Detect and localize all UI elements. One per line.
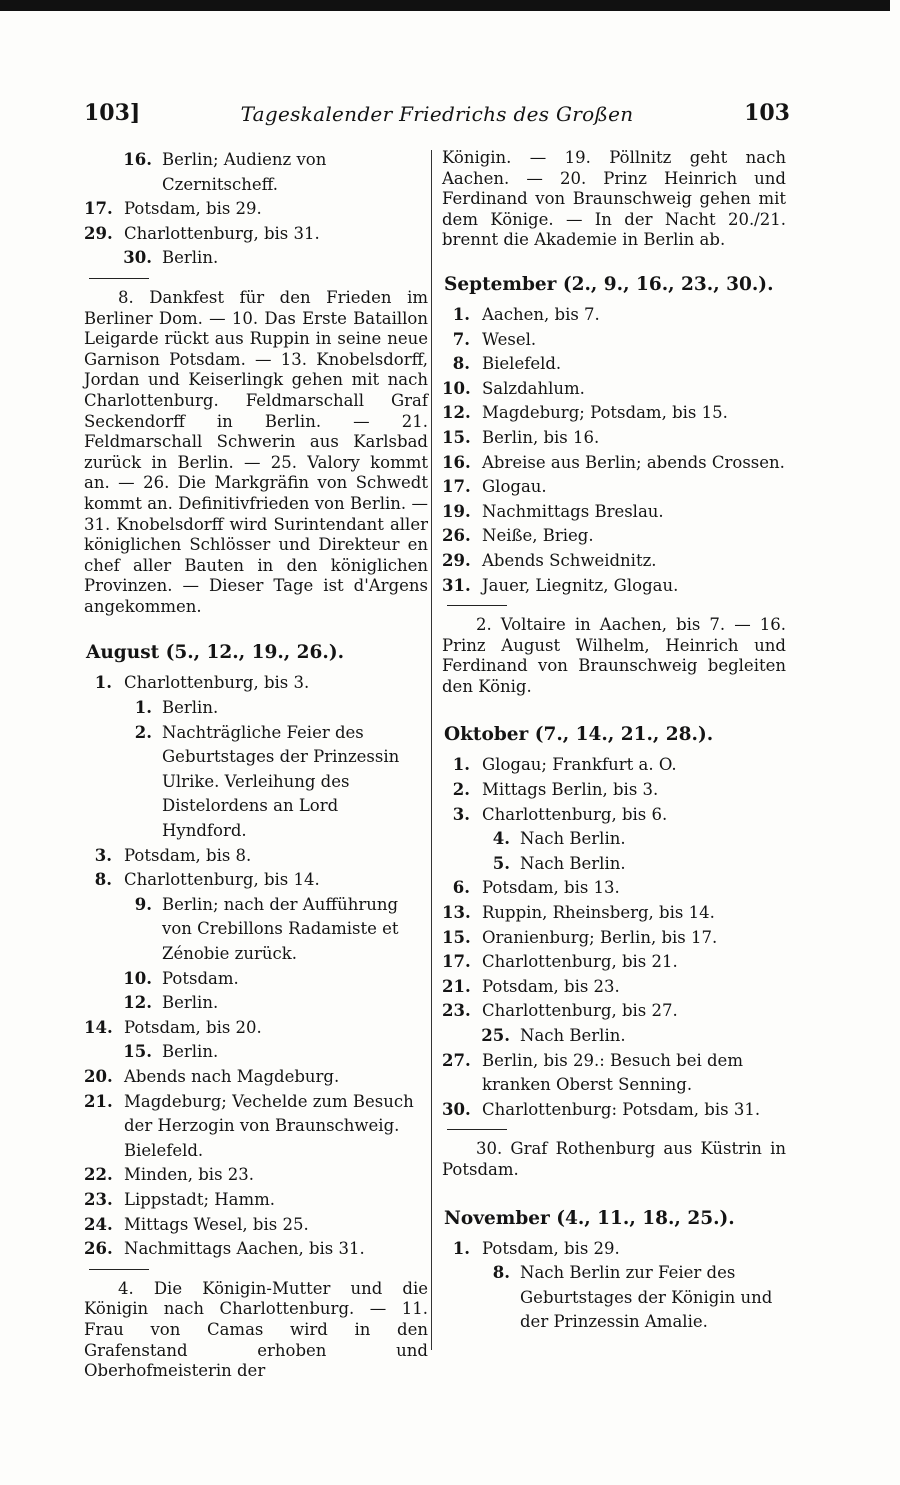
entry-day: 5. [492, 853, 510, 873]
calendar-entry [442, 352, 786, 377]
entry-text: Charlottenburg, bis 27. [482, 1001, 678, 1021]
left-column [84, 148, 428, 1382]
entry-text: Mittags Berlin, bis 3. [482, 780, 659, 800]
entry-text: Glogau. [482, 477, 547, 497]
column-divider [431, 150, 432, 1350]
right-column [442, 148, 786, 1335]
entry-text: Lippstadt; Hamm. [124, 1189, 276, 1209]
calendar-entry [442, 426, 786, 451]
entry-day: 15. [442, 427, 471, 447]
entry-day: 3. [452, 804, 470, 824]
calendar-entry [442, 975, 786, 1000]
calendar-entry [84, 1016, 428, 1041]
running-title: Tageskalender Friedrichs des Großen [240, 102, 634, 126]
entry-day: 1. [452, 755, 470, 775]
entry-text: Berlin; Audienz von Czernitscheff. [162, 150, 327, 194]
entry-text: Minden, bis 23. [124, 1165, 255, 1185]
entry-text: Berlin. [162, 1042, 219, 1062]
month-heading-october: Oktober (7., 14., 21., 28.). [444, 724, 714, 746]
calendar-entry [84, 1213, 428, 1238]
calendar-entry [84, 1188, 428, 1213]
entry-day: 19. [442, 501, 471, 521]
calendar-entry [84, 1163, 428, 1188]
entry-day: 1. [452, 304, 470, 324]
entry-day: 26. [442, 526, 471, 546]
entry-day: 17. [442, 477, 471, 497]
september-entries [442, 303, 786, 598]
calendar-entry [442, 328, 786, 353]
entry-day: 15. [442, 927, 471, 947]
entry-day: 16. [123, 150, 152, 169]
calendar-entry [442, 778, 786, 803]
entry-day: 1. [452, 1238, 470, 1258]
august-note-continued: Königin. — 19. Pöllnitz geht nach Aachen. — 20. Prinz Heinrich und Ferdinand von Braunschweig gehen mit dem Könige. — In der Nacht 20./21. brennt die Akademie in Berlin ab. [442, 148, 786, 250]
calendar-entry [442, 549, 786, 574]
october-note: 30. Graf Rothenburg aus Küstrin in Potsdam. [442, 1139, 786, 1179]
entry-text: Ruppin, Rheinsberg, bis 14. [482, 903, 715, 923]
calendar-entry [442, 1024, 786, 1049]
calendar-entry [84, 1065, 428, 1090]
entry-day: 16. [442, 452, 471, 472]
entry-text: Potsdam, bis 13. [482, 878, 620, 898]
entry-text: Nach Berlin. [520, 829, 626, 849]
entry-text: Charlottenburg, bis 31. [124, 223, 320, 243]
calendar-entry [442, 926, 786, 951]
entry-text: Nachträgliche Feier des Geburtstages der Prinzessin Ulrike. Verleihung des Distelordens an Lord Hyndford. [162, 722, 400, 841]
entry-day: 14. [84, 1017, 113, 1037]
july-entries [84, 148, 428, 271]
top-edge-bar [0, 0, 890, 11]
calendar-entry [84, 893, 428, 967]
entry-text: Charlottenburg: Potsdam, bis 31. [482, 1099, 761, 1119]
entry-day: 2. [452, 780, 470, 800]
calendar-entry [442, 451, 786, 476]
calendar-entry [84, 844, 428, 869]
calendar-entry [84, 696, 428, 721]
calendar-entry [84, 1040, 428, 1065]
entry-day: 29. [442, 550, 471, 570]
entry-text: Nachmittags Aachen, bis 31. [124, 1239, 365, 1259]
entry-text: Nach Berlin. [520, 853, 626, 873]
section-rule [89, 1269, 149, 1270]
entry-day: 23. [442, 1001, 471, 1021]
entry-day: 1. [134, 698, 152, 718]
calendar-entry [442, 500, 786, 525]
calendar-entry [84, 246, 428, 271]
entry-text: Berlin. [162, 248, 219, 268]
entry-day: 17. [442, 952, 471, 972]
entry-text: Potsdam, bis 8. [124, 845, 252, 865]
calendar-entry [84, 197, 428, 222]
calendar-entry [442, 574, 786, 599]
calendar-entry [442, 901, 786, 926]
entry-day: 12. [442, 403, 471, 423]
calendar-entry [442, 852, 786, 877]
calendar-entry [84, 671, 428, 696]
entry-day: 3. [94, 845, 112, 865]
calendar-entry [84, 222, 428, 247]
entry-text: Berlin; nach der Aufführung von Crebillons Radamiste et Zénobie zurück. [162, 894, 399, 963]
entry-text: Magdeburg; Potsdam, bis 15. [482, 403, 728, 423]
entry-day: 27. [442, 1050, 471, 1070]
calendar-entry [442, 1098, 786, 1123]
calendar-entry [442, 1261, 786, 1335]
calendar-entry [442, 827, 786, 852]
entry-text: Abends Schweidnitz. [482, 550, 657, 570]
entry-day: 20. [84, 1066, 113, 1086]
entry-text: Oranienburg; Berlin, bis 17. [482, 927, 718, 947]
entry-day: 25. [481, 1026, 510, 1045]
entry-day: 24. [84, 1214, 113, 1234]
entry-day: 21. [84, 1091, 113, 1111]
entry-text: Berlin. [162, 993, 219, 1013]
entry-text: Charlottenburg, bis 3. [124, 673, 310, 693]
july-note: 8. Dankfest für den Frieden im Berliner Dom. — 10. Das Erste Bataillon Leigarde rückt aus Ruppin in seine neue Garnison Potsdam. — 13. Knobelsdorff, Jordan und Keiserlingk gehen mit nach Charlottenburg. Feldmarschall Graf Seckendorff in Berlin. — 21. Feldmarschall Schwerin aus Karlsbad zurück in Berlin. — 25. Valory kommt an. — 26. Die Markgräfin von Schwedt kommt an. Definitivfrieden von Berlin. — 31. Knobelsdorff wird Surintendant aller königlichen Schlösser und Direkteur en chef aller Bauten in den königlichen Provinzen. — Dieser Tage ist d'Argens angekommen. [84, 287, 428, 616]
entry-text: Mittags Wesel, bis 25. [124, 1214, 309, 1234]
entry-text: Charlottenburg, bis 14. [124, 870, 320, 890]
calendar-entry [442, 753, 786, 778]
entry-text: Abreise aus Berlin; abends Crossen. [482, 452, 785, 472]
october-entries [442, 753, 786, 1122]
month-heading-august: August (5., 12., 19., 26.). [86, 642, 345, 664]
entry-day: 22. [84, 1165, 113, 1185]
august-entries [84, 671, 428, 1261]
november-entries [442, 1237, 786, 1335]
entry-day: 10. [442, 378, 471, 398]
entry-text: Potsdam, bis 20. [124, 1017, 262, 1037]
entry-text: Magdeburg; Vechelde zum Besuch der Herzogin von Braunschweig. Bielefeld. [124, 1091, 414, 1160]
entry-day: 4. [492, 829, 510, 849]
entry-day: 8. [492, 1263, 510, 1283]
calendar-entry [84, 1090, 428, 1164]
entry-text: Berlin, bis 16. [482, 427, 600, 447]
entry-text: Abends nach Magdeburg. [124, 1066, 340, 1086]
entry-day: 17. [84, 199, 113, 219]
calendar-entry [442, 1049, 786, 1098]
entry-text: Potsdam, bis 29. [482, 1238, 620, 1258]
entry-day: 8. [94, 870, 112, 890]
entry-text: Nach Berlin. [520, 1026, 626, 1045]
calendar-entry [84, 148, 428, 197]
entry-day: 6. [452, 878, 470, 898]
entry-day: 12. [123, 993, 152, 1013]
calendar-entry [84, 1237, 428, 1262]
entry-day: 13. [442, 903, 471, 923]
entry-day: 23. [84, 1189, 113, 1209]
calendar-entry [442, 303, 786, 328]
entry-text: Berlin, bis 29.: Besuch bei dem kranken Oberst Senning. [482, 1050, 743, 1095]
entry-day: 2. [134, 722, 152, 742]
entry-text: Bielefeld. [482, 354, 562, 374]
calendar-entry [442, 1237, 786, 1262]
entry-day: 10. [123, 968, 152, 988]
august-note: 4. Die Königin-Mutter und die Königin nach Charlottenburg. — 11. Frau von Camas wird in den Grafenstand erhoben und Oberhofmeisterin der [84, 1278, 428, 1381]
month-heading-september: September (2., 9., 16., 23., 30.). [444, 273, 774, 295]
page-number-right: 103 [744, 100, 790, 126]
entry-text: Berlin. [162, 698, 219, 718]
entry-text: Aachen, bis 7. [482, 304, 600, 324]
entry-text: Jauer, Liegnitz, Glogau. [482, 575, 679, 595]
september-note: 2. Voltaire in Aachen, bis 7. — 16. Prinz August Wilhelm, Heinrich und Ferdinand von Braunschweig begleiten den König. [442, 615, 786, 696]
month-heading-november: November (4., 11., 18., 25.). [444, 1207, 735, 1229]
calendar-entry [442, 950, 786, 975]
calendar-entry [442, 524, 786, 549]
calendar-entry [442, 803, 786, 828]
calendar-entry [442, 999, 786, 1024]
entry-text: Charlottenburg, bis 21. [482, 952, 678, 972]
calendar-entry [442, 475, 786, 500]
entry-day: 7. [452, 329, 470, 349]
entry-day: 31. [442, 575, 471, 595]
calendar-entry [84, 868, 428, 893]
page-number-left: 103] [84, 100, 141, 126]
calendar-entry [84, 721, 428, 844]
running-header [84, 100, 790, 132]
entry-text: Potsdam, bis 23. [482, 976, 620, 996]
entry-day: 30. [123, 248, 152, 268]
calendar-entry [442, 876, 786, 901]
entry-text: Nachmittags Breslau. [482, 501, 664, 521]
entry-text: Charlottenburg, bis 6. [482, 804, 668, 824]
section-rule [447, 605, 507, 606]
calendar-entry [84, 991, 428, 1016]
entry-day: 15. [123, 1042, 152, 1062]
entry-day: 26. [84, 1239, 113, 1259]
calendar-entry [442, 377, 786, 402]
entry-day: 9. [134, 894, 152, 914]
entry-day: 29. [84, 223, 113, 243]
entry-text: Wesel. [482, 329, 537, 349]
entry-text: Salzdahlum. [482, 378, 585, 398]
entry-text: Neiße, Brieg. [482, 526, 594, 546]
entry-text: Nach Berlin zur Feier des Geburtstages der Königin und der Prinzessin Amalie. [520, 1263, 773, 1332]
entry-text: Glogau; Frankfurt a. O. [482, 755, 677, 775]
entry-text: Potsdam. [162, 968, 239, 988]
calendar-entry [442, 401, 786, 426]
section-rule [89, 278, 149, 279]
entry-day: 8. [452, 354, 470, 374]
calendar-entry [84, 967, 428, 992]
entry-text: Potsdam, bis 29. [124, 199, 262, 219]
entry-day: 21. [442, 976, 471, 996]
entry-day: 1. [94, 673, 112, 693]
section-rule [447, 1129, 507, 1130]
entry-day: 30. [442, 1099, 471, 1119]
